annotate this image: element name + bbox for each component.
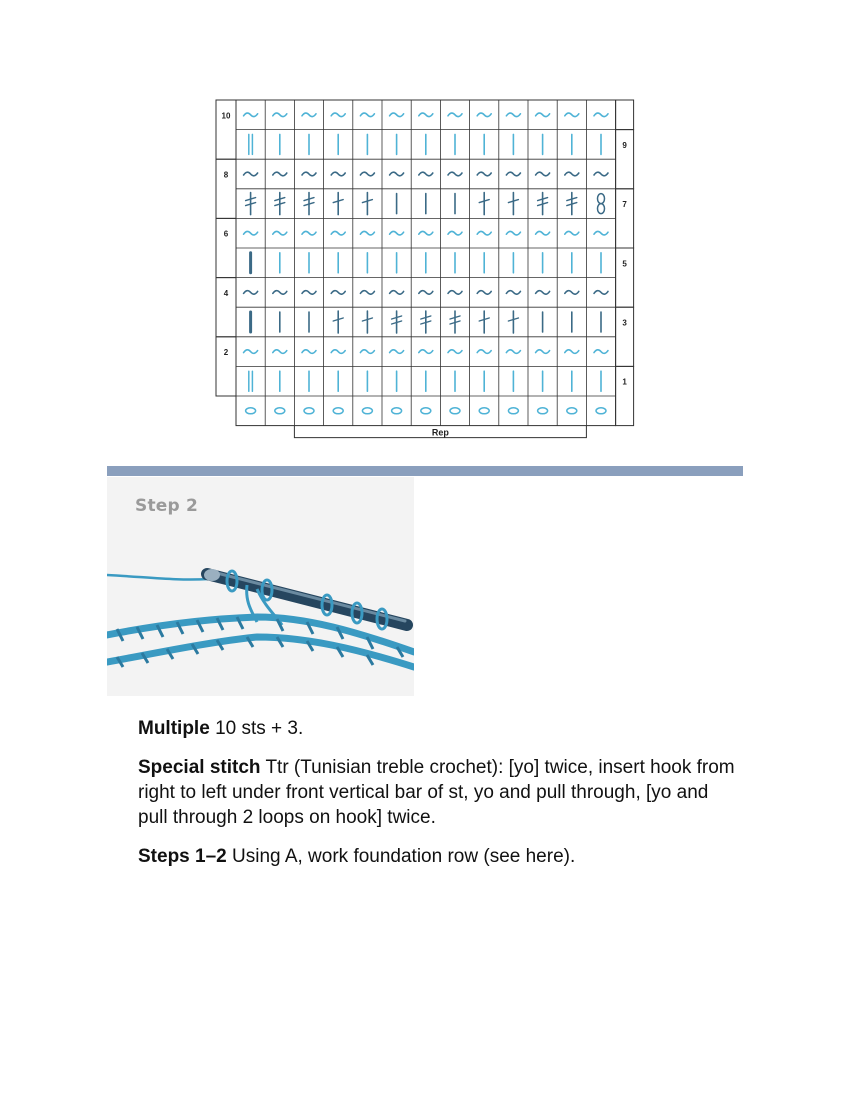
row-number-right: 3 <box>622 318 627 328</box>
multiple-paragraph <box>138 716 738 741</box>
return-pass-icon <box>448 350 462 354</box>
return-pass-icon <box>565 231 579 235</box>
stitch-chart-svg <box>214 98 636 444</box>
left-row-number-box <box>216 337 236 396</box>
section-divider <box>107 466 743 476</box>
chain-stitch-icon <box>450 408 460 414</box>
return-pass-icon <box>302 231 316 235</box>
return-pass-icon <box>506 350 520 354</box>
steps-paragraph <box>138 844 738 869</box>
return-pass-icon <box>302 291 316 295</box>
row-number-right: 5 <box>622 259 627 269</box>
special-stitch-value: Ttr (Tunisian treble crochet): [yo] twice, insert hook from right to left under front vertical bar of st, yo and pull through, [yo and pull through 2 loops on hook] twice. <box>138 757 735 828</box>
row-number-left: 2 <box>223 348 229 358</box>
return-pass-icon <box>536 291 550 295</box>
multiple-label: Multiple <box>138 718 210 739</box>
return-pass-icon <box>594 113 608 117</box>
right-row-number-box <box>616 100 634 130</box>
return-pass-icon <box>477 291 491 295</box>
return-pass-icon <box>419 350 433 354</box>
stitch-chart <box>214 98 636 444</box>
left-row-number-box <box>216 278 236 337</box>
return-pass-icon <box>302 172 316 176</box>
chain-stitch-icon <box>362 408 372 414</box>
chain-stitch-icon <box>567 408 577 414</box>
row-number-left: 10 <box>221 111 231 121</box>
row-number-left: 6 <box>223 229 229 239</box>
return-pass-icon <box>506 231 520 235</box>
chain-stitch-icon <box>596 408 606 414</box>
return-pass-icon <box>273 350 287 354</box>
return-pass-icon <box>477 113 491 117</box>
return-pass-icon <box>360 113 374 117</box>
return-pass-icon <box>302 113 316 117</box>
return-pass-icon <box>565 350 579 354</box>
return-pass-icon <box>506 291 520 295</box>
row-number-left: 8 <box>223 170 229 180</box>
return-pass-icon <box>244 113 258 117</box>
return-pass-icon <box>273 231 287 235</box>
return-pass-icon <box>419 172 433 176</box>
return-pass-icon <box>331 231 345 235</box>
return-pass-icon <box>331 113 345 117</box>
row-number-right: 7 <box>622 200 627 210</box>
return-pass-icon <box>565 172 579 176</box>
return-pass-icon <box>448 291 462 295</box>
left-row-number-box <box>216 100 236 159</box>
chain-stitch-icon <box>392 408 402 414</box>
step-label: Step 2 <box>135 496 199 516</box>
return-pass-icon <box>302 350 316 354</box>
row-number-left: 4 <box>223 288 229 298</box>
row-number-right: 1 <box>622 377 627 387</box>
chain-stitch-icon <box>333 408 343 414</box>
chain-stitch-icon <box>508 408 518 414</box>
chain-stitch-icon <box>479 408 489 414</box>
return-pass-icon <box>273 113 287 117</box>
return-pass-icon <box>594 172 608 176</box>
return-pass-icon <box>360 350 374 354</box>
return-pass-icon <box>477 231 491 235</box>
return-pass-icon <box>536 231 550 235</box>
step-photo <box>107 477 414 696</box>
return-pass-icon <box>506 172 520 176</box>
return-pass-icon <box>244 231 258 235</box>
return-pass-icon <box>390 231 404 235</box>
crochet-hook-photo <box>107 477 414 696</box>
return-pass-icon <box>360 291 374 295</box>
cluster-stitch-icon <box>598 204 605 214</box>
multiple-value: 10 sts + 3. <box>215 718 304 739</box>
right-row-number-box <box>616 366 634 425</box>
return-pass-icon <box>244 291 258 295</box>
steps-value: Using A, work foundation row (see here). <box>232 846 576 867</box>
return-pass-icon <box>419 113 433 117</box>
right-row-number-box <box>616 248 634 307</box>
return-pass-icon <box>390 350 404 354</box>
return-pass-icon <box>506 113 520 117</box>
return-pass-icon <box>273 291 287 295</box>
return-pass-icon <box>565 113 579 117</box>
return-pass-icon <box>448 231 462 235</box>
left-row-number-box <box>216 218 236 277</box>
return-pass-icon <box>390 113 404 117</box>
return-pass-icon <box>419 291 433 295</box>
right-row-number-box <box>616 189 634 248</box>
row-number-right: 9 <box>622 140 627 150</box>
steps-label: Steps 1–2 <box>138 846 227 867</box>
return-pass-icon <box>331 172 345 176</box>
return-pass-icon <box>594 231 608 235</box>
return-pass-icon <box>390 291 404 295</box>
repeat-label: Rep <box>431 427 449 438</box>
return-pass-icon <box>360 231 374 235</box>
return-pass-icon <box>594 350 608 354</box>
return-pass-icon <box>244 350 258 354</box>
chain-stitch-icon <box>304 408 314 414</box>
right-row-number-box <box>616 307 634 366</box>
pattern-instructions <box>138 716 738 883</box>
return-pass-icon <box>331 291 345 295</box>
return-pass-icon <box>448 113 462 117</box>
chain-stitch-icon <box>538 408 548 414</box>
return-pass-icon <box>477 172 491 176</box>
return-pass-icon <box>331 350 345 354</box>
chain-stitch-icon <box>421 408 431 414</box>
return-pass-icon <box>536 350 550 354</box>
return-pass-icon <box>565 291 579 295</box>
return-pass-icon <box>536 113 550 117</box>
return-pass-icon <box>390 172 404 176</box>
return-pass-icon <box>594 291 608 295</box>
special-stitch-label: Special stitch <box>138 757 261 778</box>
return-pass-icon <box>273 172 287 176</box>
left-row-number-box <box>216 159 236 218</box>
return-pass-icon <box>419 231 433 235</box>
return-pass-icon <box>448 172 462 176</box>
return-pass-icon <box>477 350 491 354</box>
special-stitch-paragraph <box>138 755 738 830</box>
right-row-number-box <box>616 130 634 189</box>
return-pass-icon <box>536 172 550 176</box>
chain-stitch-icon <box>246 408 256 414</box>
cluster-stitch-icon <box>598 194 605 204</box>
return-pass-icon <box>244 172 258 176</box>
return-pass-icon <box>360 172 374 176</box>
chain-stitch-icon <box>275 408 285 414</box>
